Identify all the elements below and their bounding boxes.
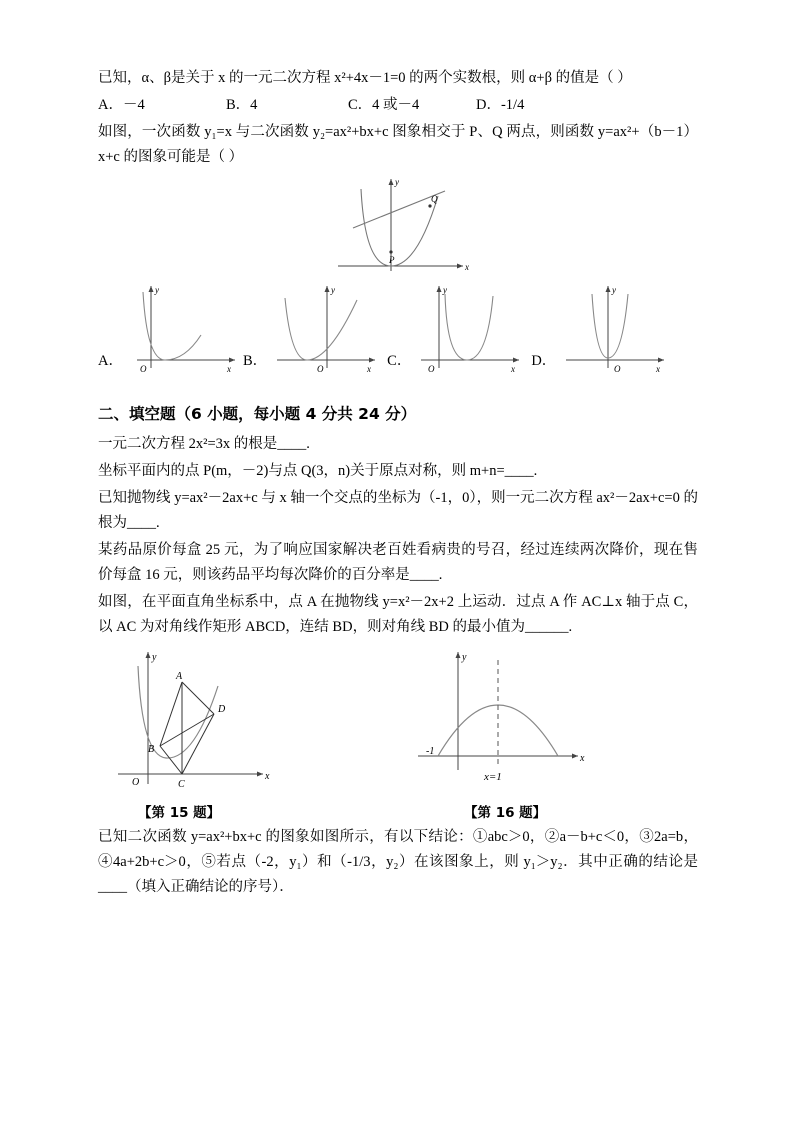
question-15: 如图，在平面直角坐标系中，点 A 在抛物线 y=x²－2x+2 上运动．过点 A 作 AC⊥x 轴于点 C，以 AC 为对角线作矩形 ABCD，连结 BD，则对角线 BD 的最小值为______. (98, 594, 698, 636)
choice-b[interactable]: B．4 (226, 96, 258, 113)
question-16: 已知二次函数 y=ax²+bx+c 的图象如图所示，有以下结论：①abc＞0，②a－b+c＜0，③2a=b，④4a+2b+c＞0，⑤若点（-2，y₁）和（-1/3，y₂）在该图象上，则 y₁＞y₂．其中正确的结论是____（填入正确结论的序号）． (98, 828, 698, 895)
question-9 (98, 66, 698, 91)
figure-15-graph (98, 646, 348, 796)
svg-text:y: y (395, 177, 399, 188)
q10-main-graph (313, 171, 483, 276)
choice-c[interactable]: C．4 或－4 (348, 96, 420, 113)
svg-text:Q: Q (431, 194, 438, 205)
option-d[interactable] (531, 280, 676, 380)
svg-text:y: y (612, 285, 617, 296)
option-c[interactable] (387, 280, 531, 380)
option-a[interactable] (98, 280, 243, 380)
svg-text:x: x (226, 364, 231, 375)
question-10-text: 如图，一次函数 y₁=x 与二次函数 y₂=ax²+bx+c 图象相交于 P、Q 两点，则函数 y=ax²+（b－1）x+c 的图象可能是（ ） (98, 123, 698, 165)
option-d-letter: D． (531, 353, 557, 370)
svg-text:D: D (218, 703, 226, 715)
figure-16 (398, 646, 698, 821)
svg-text:y: y (443, 285, 448, 296)
option-a-letter: A． (98, 353, 123, 370)
svg-text:O: O (428, 364, 435, 375)
svg-text:O: O (132, 776, 140, 788)
figure-16-caption: 【第 16 题】 (464, 804, 547, 821)
option-d-graph (556, 280, 676, 380)
question-10-figure (98, 171, 698, 276)
page-content (98, 66, 698, 902)
svg-text:P: P (389, 255, 395, 266)
svg-text:O: O (614, 364, 621, 375)
question-12: 坐标平面内的点 P(m，－2)与点 Q(3，n)关于原点对称，则 m+n=____. (98, 463, 538, 480)
svg-text:B: B (148, 743, 155, 755)
question-11: 一元二次方程 2x²=3x 的根是____. (98, 436, 310, 453)
figures-15-16 (98, 646, 698, 821)
svg-text:x: x (580, 752, 585, 764)
question-13: 已知抛物线 y=ax²－2ax+c 与 x 轴一个交点的坐标为（-1，0），则一元二次方程 ax²－2ax+c=0 的根为____. (98, 490, 698, 532)
svg-text:x=1: x=1 (484, 770, 502, 783)
question-9-choices (98, 93, 698, 118)
option-b[interactable] (243, 280, 387, 380)
svg-text:y: y (462, 651, 467, 663)
svg-text:y: y (154, 285, 159, 296)
figure-15 (98, 646, 398, 821)
svg-text:x: x (265, 770, 270, 782)
question-9-text: 已知，α、β是关于 x 的一元二次方程 x²+4x－1=0 的两个实数根，则 α+β 的值是（ ） (98, 70, 632, 86)
svg-text:A: A (176, 670, 183, 682)
question-10 (98, 120, 698, 170)
svg-text:C: C (178, 778, 185, 790)
svg-text:O: O (317, 364, 324, 375)
figure-15-caption: 【第 15 题】 (138, 804, 221, 821)
svg-text:x: x (465, 262, 469, 273)
svg-text:y: y (152, 651, 157, 663)
option-b-letter: B． (242, 353, 268, 370)
svg-text:x: x (367, 364, 372, 375)
section-title: 二、填空题（6 小题，每小题 4 分共 24 分） (98, 405, 417, 424)
question-14: 某药品原价每盒 25 元，为了响应国家解决老百姓看病贵的号召，经过连续两次降价，现在售价每盒 16 元，则该药品平均每次降价的百分率是____. (98, 542, 698, 584)
choice-d[interactable]: D．-1/4 (476, 96, 525, 113)
option-a-graph (123, 280, 243, 380)
option-b-graph (267, 280, 387, 380)
option-c-letter: C． (387, 353, 412, 370)
svg-text:-1: -1 (426, 745, 435, 757)
figure-16-graph (398, 646, 648, 796)
svg-text:y: y (331, 285, 336, 296)
choice-a[interactable]: A．－4 (98, 96, 145, 113)
svg-text:x: x (656, 364, 661, 375)
svg-text:x: x (511, 364, 516, 375)
svg-text:O: O (139, 364, 147, 375)
question-10-option-graphs (98, 280, 698, 380)
option-c-graph (411, 280, 531, 380)
